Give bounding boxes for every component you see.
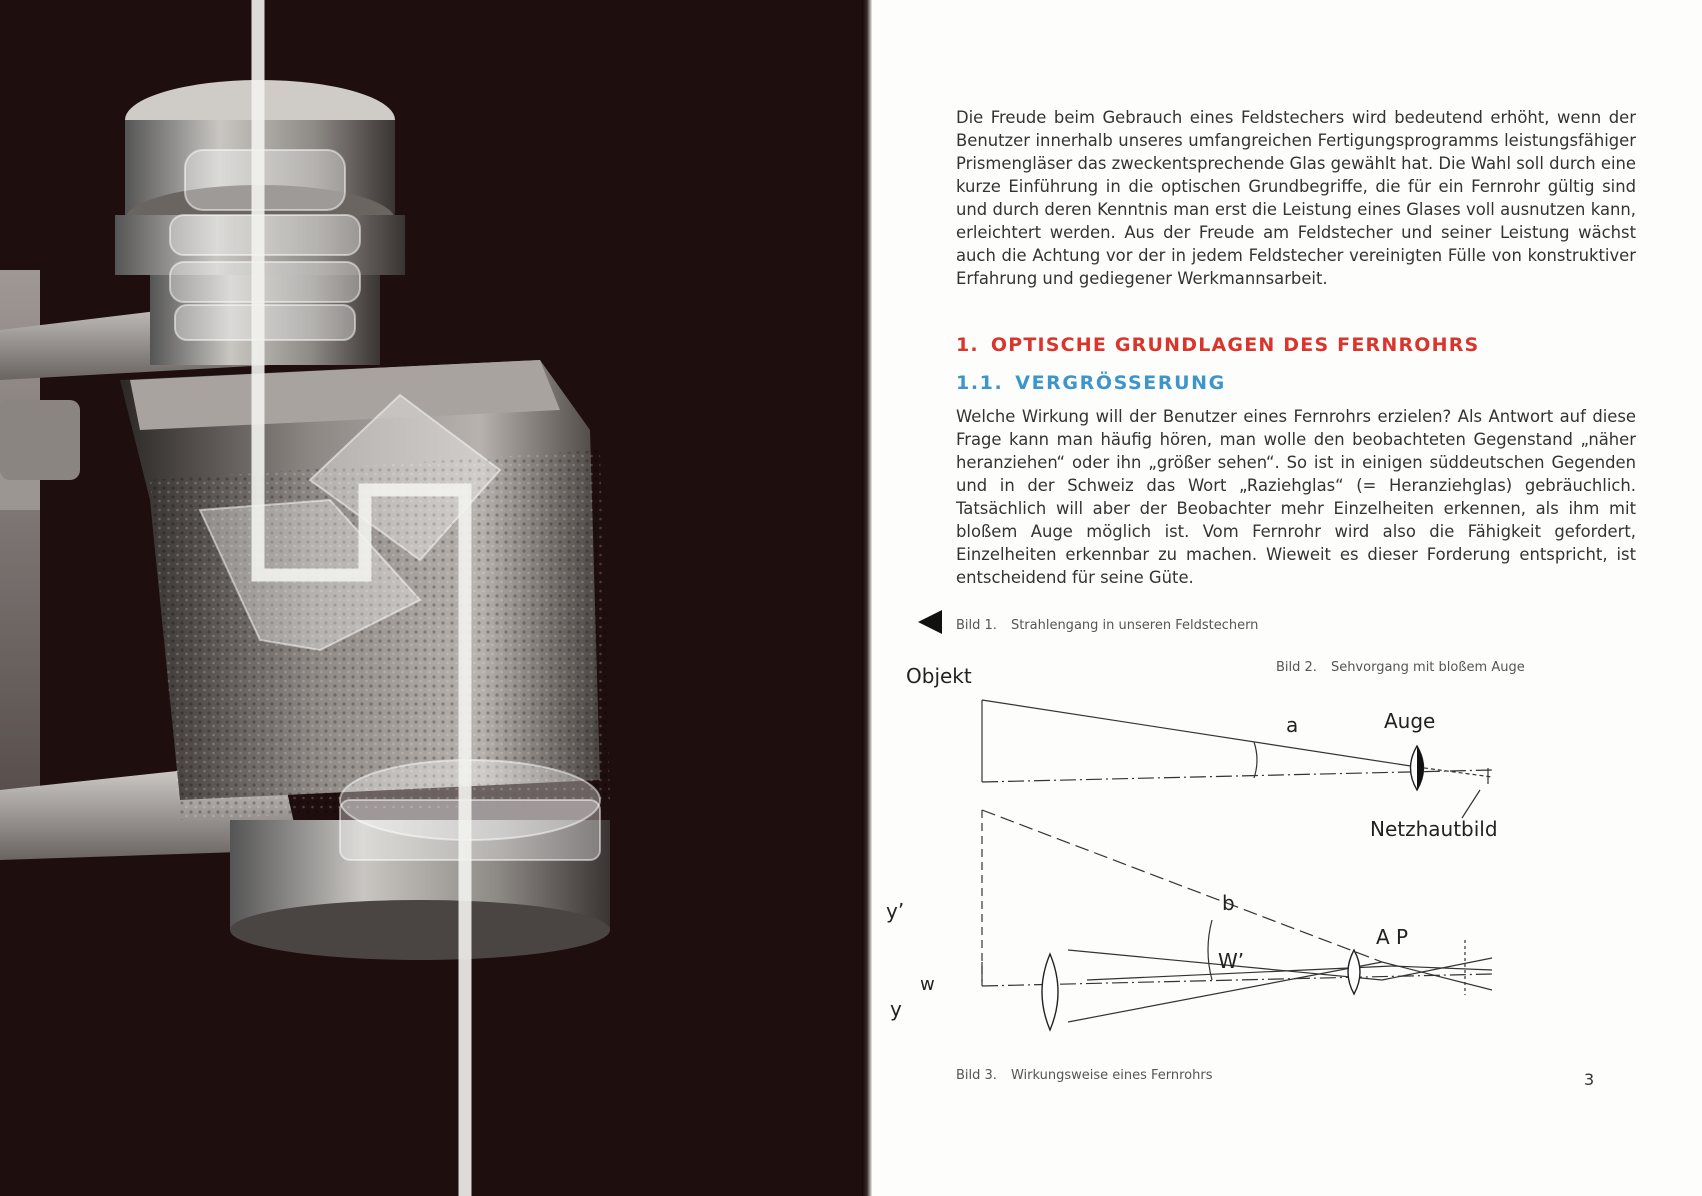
subsection-number: 1.1.	[956, 372, 1004, 394]
section-title: OPTISCHE GRUNDLAGEN DES FERNROHRS	[990, 334, 1480, 356]
text-page	[872, 0, 1702, 1196]
label-w-prime: W’	[1218, 949, 1245, 973]
eyepiece-lens-icon	[1348, 950, 1360, 994]
label-netzhautbild: Netzhautbild	[1370, 817, 1498, 841]
caption-number: Bild 1.	[956, 618, 997, 633]
section-number: 1.	[956, 334, 979, 356]
objective-lens-icon	[1042, 954, 1058, 1030]
label-w: w	[920, 974, 935, 995]
eye-pupil-icon	[1417, 746, 1424, 790]
page-number: 3	[1584, 1070, 1595, 1089]
caption-text: Sehvorgang mit bloßem Auge	[1330, 660, 1525, 675]
left-pointer-icon	[918, 610, 942, 634]
intro-paragraph: Die Freude beim Gebrauch eines Feldstechers wird bedeutend erhöht, wenn der Benutzer innerhalb unseres umfangreichen Fertigungsprogramms leistungsfähiger Prismengläser das zweckentsprechende Glas gewählt hat. Die Wahl soll durch eine kurze Einführung in die optischen Grundbegriffe, die für ein Fernrohr gültig sind und durch deren Kenntnis man erst die Leistung eines Glases voll ausnutzen kann, erleichtert werden. Aus der Freude am Feldstecher und seiner Leistung wächst auch die Achtung vor der in jedem Feldstecher vereinigten Fülle von konstruktiver Erfahrung und gediegener Werkmannsarbeit.	[956, 108, 1636, 288]
body-paragraph: Welche Wirkung will der Benutzer eines Fernrohrs erzielen? Als Antwort auf diese Frage kann man häufig hören, man wolle den beobachteten Gegenstand „näher heranziehen“ oder ihn „größer sehen“. So ist in einigen süddeutschen Gegenden und in der Schweiz das Wort „Raziehglas“ (= Heranziehglas) gebräuchlich. Tatsächlich will aber der Beobachter mehr Einzelheiten erkennen, als ihm mit bloßem Auge möglich ist. Vom Fernrohr wird also die Fähigkeit gefordert, Einzelheiten erkennbar zu machen. Wieweit es dieser Forderung entspricht, ist entscheidend für seine Güte.	[956, 407, 1636, 587]
caption-bild-3	[956, 1068, 1212, 1083]
label-objekt: Objekt	[906, 664, 972, 688]
label-ap: A P	[1376, 925, 1409, 949]
section-heading-1-1	[956, 372, 1226, 394]
caption-text: Wirkungsweise eines Fernrohrs	[1010, 1068, 1213, 1083]
caption-number: Bild 3.	[956, 1068, 997, 1083]
label-angle-a: a	[1286, 713, 1299, 737]
subsection-title: VERGRÖSSERUNG	[1015, 372, 1226, 394]
label-y-prime: y’	[886, 899, 905, 923]
caption-text: Strahlengang in unseren Feldstechern	[1010, 618, 1259, 633]
caption-number: Bild 2.	[1276, 660, 1317, 675]
label-angle-b: b	[1222, 891, 1235, 915]
optics-diagram	[872, 650, 1702, 1070]
book-spine	[862, 0, 872, 1196]
section-heading-1	[956, 334, 1479, 356]
label-auge: Auge	[1384, 709, 1436, 733]
label-y: y	[890, 997, 902, 1021]
caption-bild-1	[956, 618, 1258, 633]
